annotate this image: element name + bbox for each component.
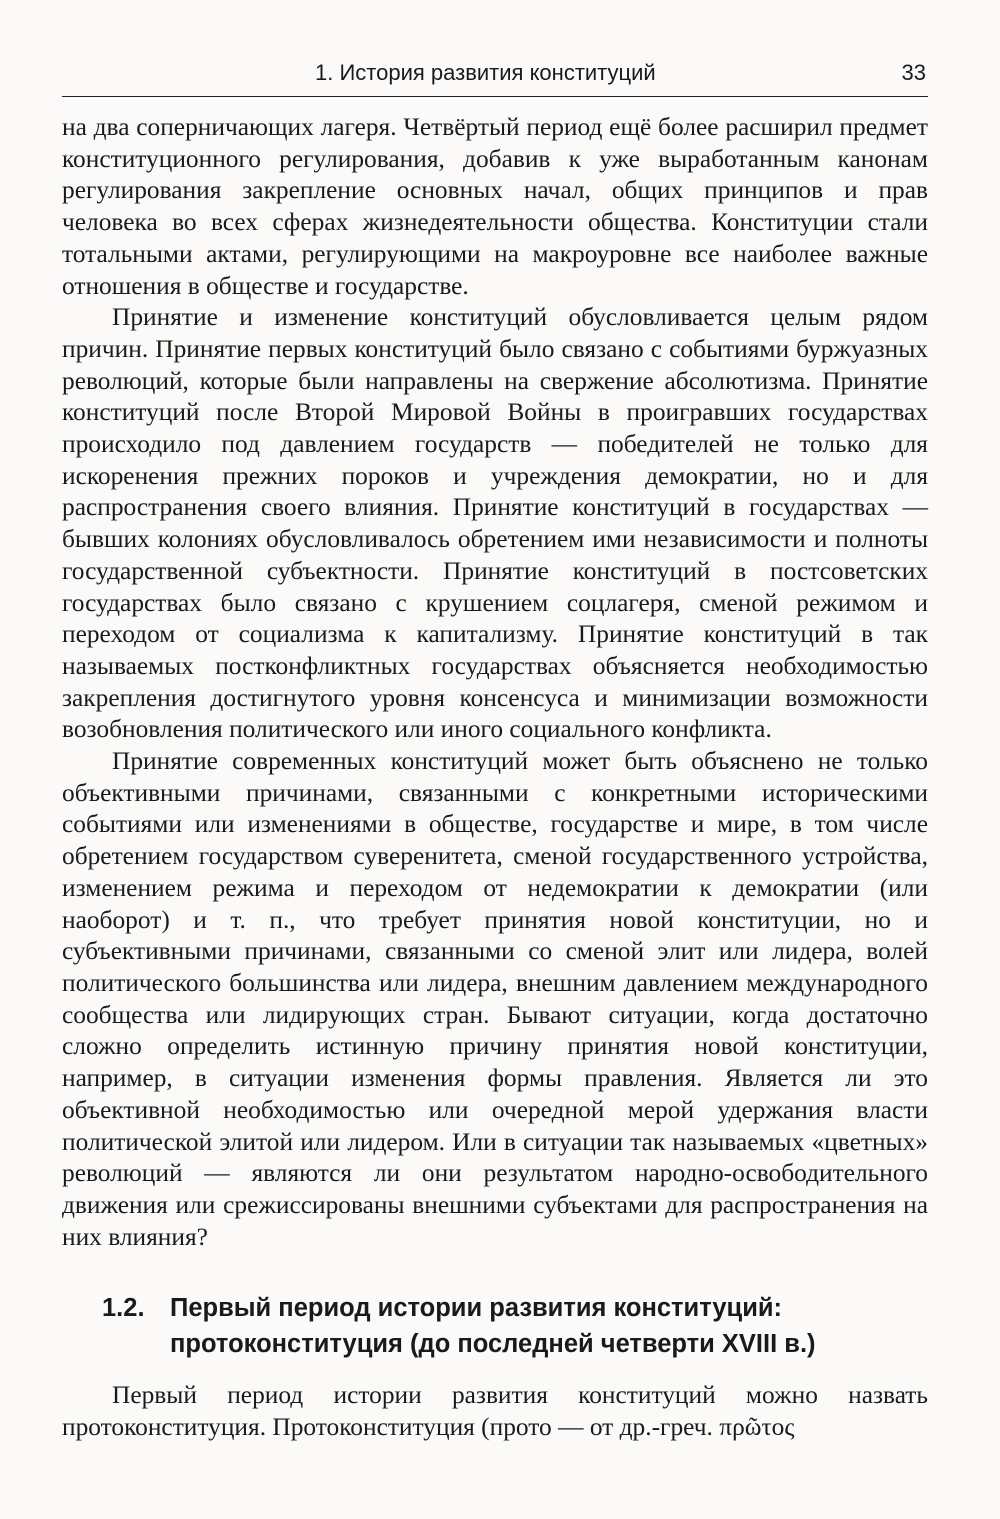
- running-head: [62, 56, 928, 97]
- running-title: 1. История развития конституций: [315, 60, 656, 85]
- body-text: [62, 112, 928, 1253]
- section-paragraph: Первый период истории развития конституций можно назвать протоконституция. Протоконституция (прото — от др.-греч. πρῶτος: [62, 1381, 928, 1441]
- paragraph-3: Принятие современных конституций может быть объяснено не только объективными причинами, связанными с конкретными историческими событиями или изменениями в обществе, государстве и мире, в том числе обретением государством суверенитета, сменой государственного устройства, изменением режима и переходом от недемократии к демократии (или наоборот) и т. п., что требует принятия новой конституции, но и субъективными причинами, связанными со сменой элит или лидера, волей политического большинства или лидера, внешним давлением международного сообщества или лидирующих стран. Бывают ситуации, когда достаточно сложно определить истинную причину принятия новой конституции, например, в ситуации изменения формы правления. Является ли это объективной необходимостью или очередной мерой удержания власти политической элитой или лидером. Или в ситуации так называемых «цветных» революций — являются ли они результатом народно-освободительного движения или срежиссированы внешними субъектами для распространения на них влияния?: [62, 747, 928, 1251]
- section-text: [62, 1380, 928, 1443]
- section-heading: [102, 1290, 928, 1362]
- paragraph-2: Принятие и изменение конституций обусловливается целым рядом причин. Принятие первых конституций было связано с событиями буржуазных революций, которые были направлены на свержение абсолютизма. Принятие конституций после Второй Мировой Войны в проигравших государствах происходило под давлением государств — победителей не только для искоренения прежних пороков и учреждения демократии, но и для распространения своего влияния. Принятие конституций в государствах — бывших колониях обусловливалось обретением ими независимости и полноты государственной субъектности. Принятие конституций в постсоветских государствах было связано с крушением соцлагеря, сменой режимом и переходом от социализма к капитализму. Принятие конституций в так называемых постконфликтных государствах объясняется необходимостью закрепления достигнутого уровня консенсуса и минимизации возможности возобновления политического или иного социального конфликта.: [62, 303, 928, 744]
- page-number: 33: [901, 60, 926, 85]
- paragraph-1: на два соперничающих лагеря. Четвёртый период ещё более расширил предмет конституционного регулирования, добавив к уже выработанным канонам регулирования закрепление основных начал, общих принципов и прав человека во всех сферах жизнедеятельности общества. Конституции стали тотальными актами, регулирующими на макроуровне все наиболее важные отношения в обществе и государстве.: [62, 113, 928, 300]
- section-number: 1.2.: [102, 1294, 145, 1322]
- section-title: Первый период истории развития конституций: протоконституция (до последней четверти XVIII в.): [170, 1294, 816, 1358]
